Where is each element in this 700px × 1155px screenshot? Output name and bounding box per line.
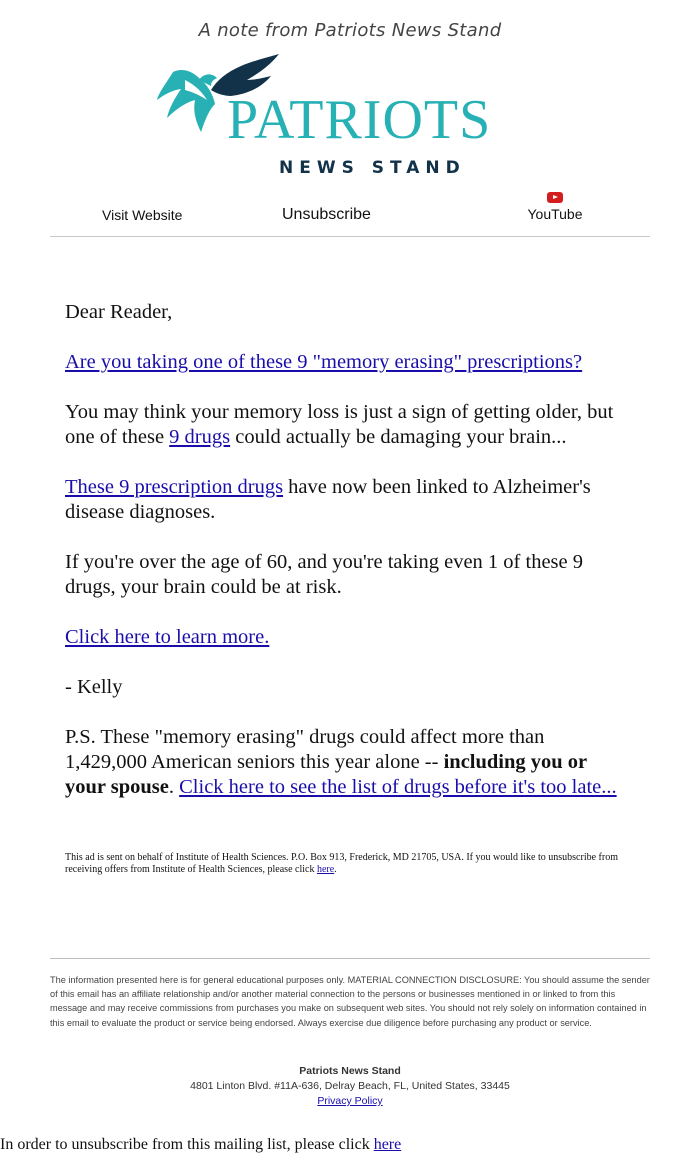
footer-divider [50, 958, 650, 959]
patriots-news-stand-logo [155, 50, 555, 185]
sender-disclaimer [65, 852, 650, 876]
email-tagline: A note from Patriots News Stand [198, 20, 502, 41]
ps-text-a: P.S. These "memory erasing" drugs could affect more than 1,429,000 American seniors this year alone -- [65, 726, 545, 773]
bottom-text: In order to unsubscribe from this mailing list, please click [0, 1136, 374, 1153]
body-paragraph-3: If you're over the age of 60, and you're taking even 1 of these 9 drugs, your brain could be at risk. [65, 551, 583, 598]
ps-paragraph [65, 725, 630, 800]
youtube-link[interactable] [527, 192, 583, 222]
unsubscribe-link[interactable]: Unsubscribe [282, 206, 371, 223]
bottom-unsubscribe-link[interactable]: here [373, 1136, 402, 1153]
headline-paragraph [65, 350, 630, 375]
body-paragraph-2 [65, 475, 630, 525]
ps-bold-text: including you or your spouse [65, 751, 587, 798]
p1-text-b: could actually be damaging your brain... [230, 426, 567, 448]
footer-address: 4801 Linton Blvd. #11A-636, Delray Beach, FL, United States, 33445 [190, 1080, 510, 1092]
disclaimer-text: This ad is sent on behalf of Institute of Health Sciences. P.O. Box 913, Frederick, MD 21705, USA. If you would like to unsubscribe from receiving offers from Institute of Health Sciences, please click [65, 852, 618, 875]
greeting: Dear Reader, [65, 301, 173, 323]
learn-more-paragraph [65, 625, 630, 650]
footer-company: Patriots News Stand [299, 1065, 401, 1077]
header-nav [50, 190, 650, 237]
footer [50, 1064, 650, 1109]
legal-disclosure: The information presented here is for general educational purposes only. MATERIAL CONNECTION DISCLOSURE: You should assume the sender of this email has an affiliate relationship and/or another material connection to the persons or businesses mentioned in or linked to from this message and may receive commissions from purchases you make on subsequent web sites. You should not rely solely on information contained in this email to evaluate the product or service being endorsed. Always exercise due diligence before purchasing any product or service. [50, 975, 650, 1028]
youtube-label: YouTube [527, 206, 583, 222]
youtube-icon [547, 192, 563, 203]
p2-text: have now been linked to Alzheimer's disease diagnoses. [65, 476, 591, 523]
privacy-policy-link[interactable]: Privacy Policy [317, 1095, 383, 1107]
disclaimer-end: . [334, 864, 337, 875]
p1-text-a: You may think your memory loss is just a sign of getting older, but one of these [65, 401, 614, 448]
prescription-drugs-link[interactable]: These 9 prescription drugs [65, 476, 284, 498]
visit-website-link[interactable]: Visit Website [102, 207, 183, 223]
headline-link[interactable]: Are you taking one of these 9 "memory erasing" prescriptions? [65, 351, 583, 373]
email-body [65, 300, 630, 825]
mailing-list-unsubscribe [0, 1136, 401, 1154]
body-paragraph-1 [65, 400, 630, 450]
nine-drugs-link[interactable]: 9 drugs [169, 426, 231, 448]
disclaimer-unsubscribe-link[interactable]: here [316, 864, 335, 875]
logo-subtitle: NEWS STAND [279, 158, 466, 178]
ps-text-b: . [168, 776, 180, 798]
learn-more-link[interactable]: Click here to learn more. [65, 626, 270, 648]
logo-wordmark: PATRIOTS [227, 89, 492, 151]
see-list-link[interactable]: Click here to see the list of drugs before it's too late... [179, 776, 617, 798]
signature: - Kelly [65, 676, 123, 698]
